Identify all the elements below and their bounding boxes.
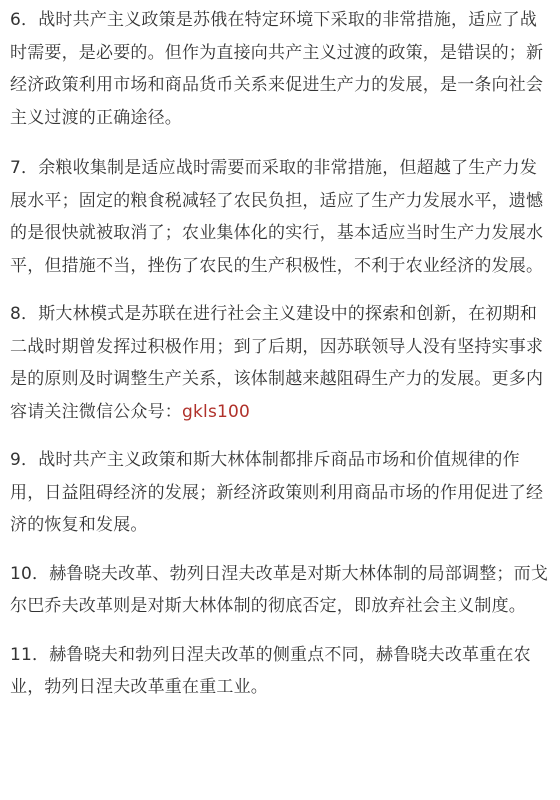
paragraph-9-text: 9．战时共产主义政策和斯大林体制都排斥商品市场和价值规律的作用，日益阻碍经济的发展；新经济政策则利用商品市场的作用促进了经济的恢复和发展。 [10,450,544,535]
wechat-account-id: gkls100 [182,401,251,422]
paragraph-10 [10,558,550,623]
paragraph-11 [10,639,550,704]
paragraph-7-text: 7．余粮收集制是适应战时需要而采取的非常措施，但超越了生产力发展水平；固定的粮食税减轻了农民负担，适应了生产力发展水平，遗憾的是很快就被取消了；农业集体化的实行，基本适应当时生产力发展水平，但措施不当，挫伤了农民的生产积极性，不利于农业经济的发展。 [10,158,544,276]
paragraph-9 [10,444,550,542]
document-body [10,0,550,704]
paragraph-6-text: 6．战时共产主义政策是苏俄在特定环境下采取的非常措施，适应了战时需要，是必要的。但作为直接向共产主义过渡的政策，是错误的；新经济政策利用市场和商品货币关系来促进生产力的发展，是一条向社会主义过渡的正确途径。 [10,10,544,128]
paragraph-10-text: 10．赫鲁晓夫改革、勃列日涅夫改革是对斯大林体制的局部调整；而戈尔巴乔夫改革则是对斯大林体制的彻底否定，即放弃社会主义制度。 [10,563,549,616]
paragraph-8-text: 8．斯大林模式是苏联在进行社会主义建设中的探索和创新，在初期和二战时期曾发挥过积极作用；到了后期，因苏联领导人没有坚持实事求是的原则及时调整生产关系，该体制越来越阻碍生产力的发展。更多内容请关注微信公众号： [10,304,544,422]
paragraph-6 [10,0,550,134]
paragraph-8 [10,298,550,428]
paragraph-11-text: 11．赫鲁晓夫和勃列日涅夫改革的侧重点不同，赫鲁晓夫改革重在农业，勃列日涅夫改革重在重工业。 [10,644,531,697]
paragraph-7 [10,152,550,282]
